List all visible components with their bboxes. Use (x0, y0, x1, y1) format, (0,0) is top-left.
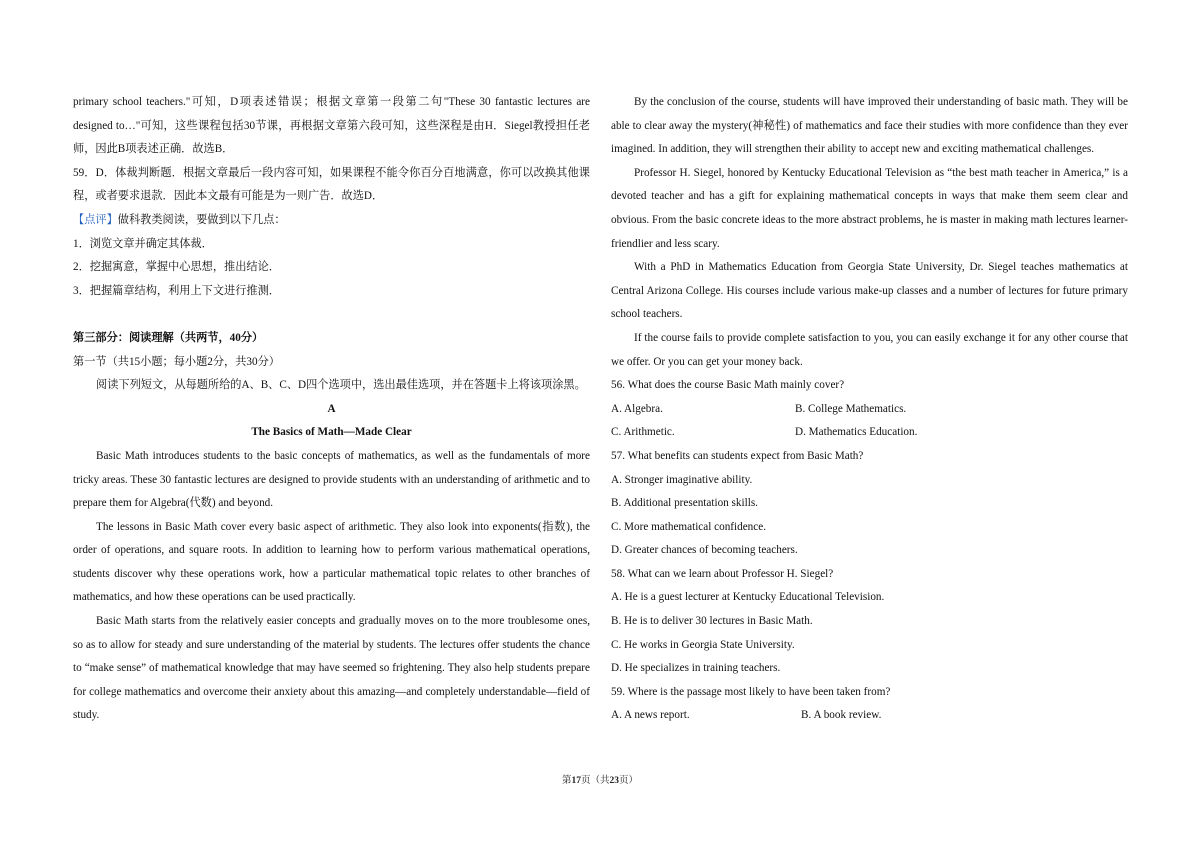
passage-paragraph: The lessons in Basic Math cover every basic aspect of arithmetic. They also look into exponents(指数), the order of operations, and square roots. In addition to learning how to perform various mathematical operations, students discover why these operations work, how a particular mathematical topic relates to other branches of mathematics, and how these operations can be used practically. (73, 520, 590, 604)
question-57-stem: 57. What benefits can students expect from Basic Math? (611, 449, 864, 462)
option-a: A. He is a guest lecturer at Kentucky Educational Television. (611, 591, 885, 604)
option-b: B. He is to deliver 30 lectures in Basic Math. (611, 615, 813, 628)
option-c: C. Arithmetic. (611, 426, 675, 439)
question-59-stem: 59. Where is the passage most likely to have been taken from? (611, 685, 891, 698)
part-title: 第三部分：阅读理解（共两节，40分） (73, 331, 264, 344)
page-footer (0, 772, 1200, 786)
passage-paragraph: With a PhD in Mathematics Education from Georgia State University, Dr. Siegel teaches mathematics at Central Arizona College. His courses include various make-up classes and a number of lectures for future primary school teachers. (611, 261, 1128, 321)
page-total: 23 (609, 776, 619, 786)
option-a: A. Algebra. (611, 402, 663, 415)
option-a: A. Stronger imaginative ability. (611, 473, 753, 486)
question-56-options-row-2 (611, 421, 1128, 445)
option-a: A. A news report. (611, 709, 690, 722)
question-59-options-row-1 (611, 704, 1128, 728)
option-d: D. Greater chances of becoming teachers. (611, 544, 798, 557)
passage-paragraph: By the conclusion of the course, students will have improved their understanding of basic math. They will be able to clear away the mystery(神秘性) of mathematics and face their studies with more confidence than they ever imagined. In addition, they will strengthen their ability to accept new and exciting mathematical challenges. (611, 96, 1128, 156)
footer-mid: 页（共 (580, 776, 610, 786)
option-d: D. He specializes in training teachers. (611, 662, 781, 675)
tip-item: 2．挖掘寓意，掌握中心思想，推出结论． (73, 261, 280, 274)
footer-suffix: 页） (619, 776, 639, 786)
option-b: B. A book review. (801, 709, 882, 722)
comment-tag: 【点评】 (73, 213, 118, 226)
answer-paragraph-59: 59．D．体裁判断题．根据文章最后一段内容可知，如果课程不能令你百分百地满意，你可以改换其他课程，或者要求退款．因此本文最有可能是为一则广告．故选D． (73, 166, 590, 203)
instruction: 阅读下列短文，从每题所给的A、B、C、D四个选项中，选出最佳选项，并在答题卡上将该项涂黑。 (96, 379, 586, 392)
footer-prefix: 第 (561, 776, 572, 786)
option-c: C. He works in Georgia State University. (611, 638, 795, 651)
left-column (73, 91, 590, 728)
question-56-stem: 56. What does the course Basic Math mainly cover? (611, 379, 845, 392)
passage-letter: A (327, 402, 336, 415)
passage-paragraph: Professor H. Siegel, honored by Kentucky Educational Television as “the best math teacher in America,” is a devoted teacher and has a gift for explaining mathematical concepts in ways that make them seem clear and obvious. From the basic concrete ideas to the more abstract problems, he is master in making math lectures learner-friendlier and less scary. (611, 166, 1128, 250)
passage-title: The Basics of Math—Made Clear (251, 426, 412, 439)
tip-item: 3．把握篇章结构，利用上下文进行推测． (73, 284, 280, 297)
section-title: 第一节（共15小题；每小题2分，共30分） (73, 355, 280, 368)
question-56-options-row-1 (611, 398, 1128, 422)
option-d: D. Mathematics Education. (795, 426, 918, 439)
passage-paragraph: If the course fails to provide complete satisfaction to you, you can easily exchange it for any other course that we offer. Or you can get your money back. (611, 331, 1128, 368)
option-b: B. College Mathematics. (795, 402, 907, 415)
answer-paragraph-58: primary school teachers."可知，D项表述错误；根据文章第一段第二句"These 30 fantastic lectures are designed to…"可知，这些课程包括30节课，再根据文章第六段可知，这些深程是由H．Siegel教授担任老师，因此B项表述正确．故选B． (73, 96, 590, 156)
option-c: C. More mathematical confidence. (611, 520, 767, 533)
tip-item: 1．浏览文章并确定其体裁． (73, 237, 213, 250)
option-b: B. Additional presentation skills. (611, 497, 758, 510)
question-58-stem: 58. What can we learn about Professor H. Siegel? (611, 567, 834, 580)
page-number: 17 (571, 776, 581, 786)
passage-paragraph: Basic Math starts from the relatively easier concepts and gradually moves on to the more troublesome ones, so as to allow for steady and sure understanding of the material by students. The lectures offer students the chance to “make sense” of mathematical knowledge that may have seemed so frightening. They also help students prepare for college mathematics and overcome their anxiety about this amazing—and completely understandable—field of study. (73, 615, 590, 722)
comment-text: 做科教类阅读，要做到以下几点： (117, 213, 286, 226)
spacer (73, 303, 590, 327)
right-column (611, 91, 1128, 728)
passage-paragraph: Basic Math introduces students to the basic concepts of mathematics, as well as the fundamentals of more tricky areas. These 30 fantastic lectures are designed to provide students with an understanding of arithmetic and to prepare them for Algebra(代数) and beyond. (73, 449, 590, 510)
comment-line (73, 209, 590, 233)
